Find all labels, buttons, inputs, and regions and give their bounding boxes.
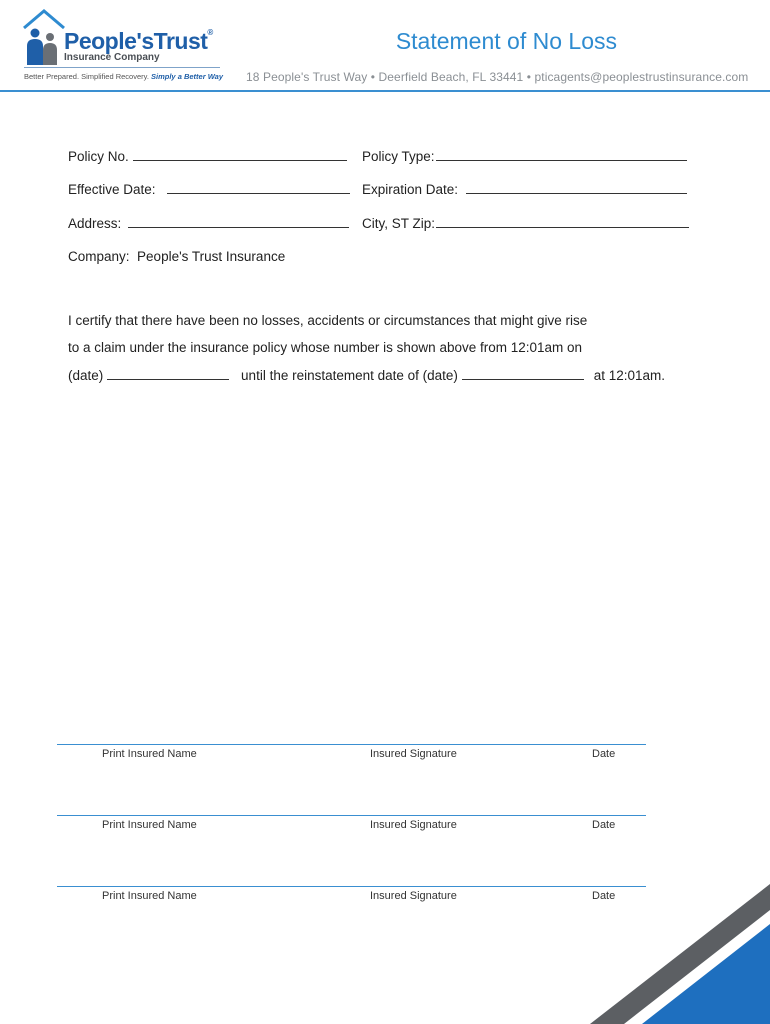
signature-label: Insured Signature [370, 819, 457, 831]
statement-line-2: to a claim under the insurance policy whose number is shown above from 12:01am on [68, 340, 583, 355]
policy-no-blank[interactable] [133, 148, 347, 161]
date-label: Date [592, 890, 616, 902]
policy-type-label: Policy Type: [362, 149, 435, 164]
city-st-zip-field[interactable] [362, 215, 689, 231]
print-name-label: Print Insured Name [102, 748, 197, 760]
reinstatement-date-blank[interactable] [462, 367, 584, 380]
print-name-label: Print Insured Name [102, 819, 197, 831]
address-label: Address: [68, 216, 122, 231]
policy-no-label: Policy No. [68, 149, 129, 164]
date-label: Date [592, 748, 616, 760]
address-blank[interactable] [128, 215, 349, 228]
statement-line-1: I certify that there have been no losses, accidents or circumstances that might give rise [68, 313, 588, 328]
signature-label: Insured Signature [370, 748, 457, 760]
expiration-date-blank[interactable] [466, 181, 687, 194]
city-st-zip-blank[interactable] [436, 215, 689, 228]
effective-date-field[interactable] [68, 181, 350, 197]
logo-tagline: Better Prepared. Simplified Recovery. Simply a Better Way [24, 72, 223, 81]
header-divider [0, 90, 770, 92]
logo-divider [24, 67, 220, 68]
expiration-date-label: Expiration Date: [362, 182, 459, 197]
logo-subtitle: Insurance Company [64, 52, 160, 63]
company-label: Company: [68, 249, 130, 264]
signature-line-3[interactable] [57, 886, 646, 887]
city-st-zip-label: City, ST Zip: [362, 216, 436, 231]
company-field [68, 249, 285, 264]
statement-line-3: (date) until the reinstatement date of (date) at 12:01am. [68, 368, 665, 383]
print-name-label: Print Insured Name [102, 890, 197, 902]
company-logo [22, 8, 222, 84]
signature-label: Insured Signature [370, 890, 457, 902]
expiration-date-field[interactable] [362, 181, 687, 197]
house-people-icon [22, 8, 66, 68]
effective-date-blank[interactable] [167, 181, 350, 194]
logo-wordmark: People'sTrust® [64, 28, 213, 54]
policy-no-field[interactable] [68, 148, 347, 164]
signature-line-1[interactable] [57, 744, 646, 745]
policy-type-field[interactable] [362, 148, 687, 164]
signature-line-2[interactable] [57, 815, 646, 816]
corner-stripes-decoration [590, 884, 770, 1024]
date-label: Date [592, 819, 616, 831]
effective-date-label: Effective Date: [68, 182, 156, 197]
address-field[interactable] [68, 215, 349, 231]
document-title: Statement of No Loss [395, 28, 617, 54]
company-value: People's Trust Insurance [137, 249, 286, 264]
policy-type-blank[interactable] [436, 148, 687, 161]
contact-info: 18 People's Trust Way • Deerfield Beach, FL 33441 • pticagents@peoplestrustinsurance.com [246, 70, 749, 84]
from-date-blank[interactable] [107, 367, 229, 380]
